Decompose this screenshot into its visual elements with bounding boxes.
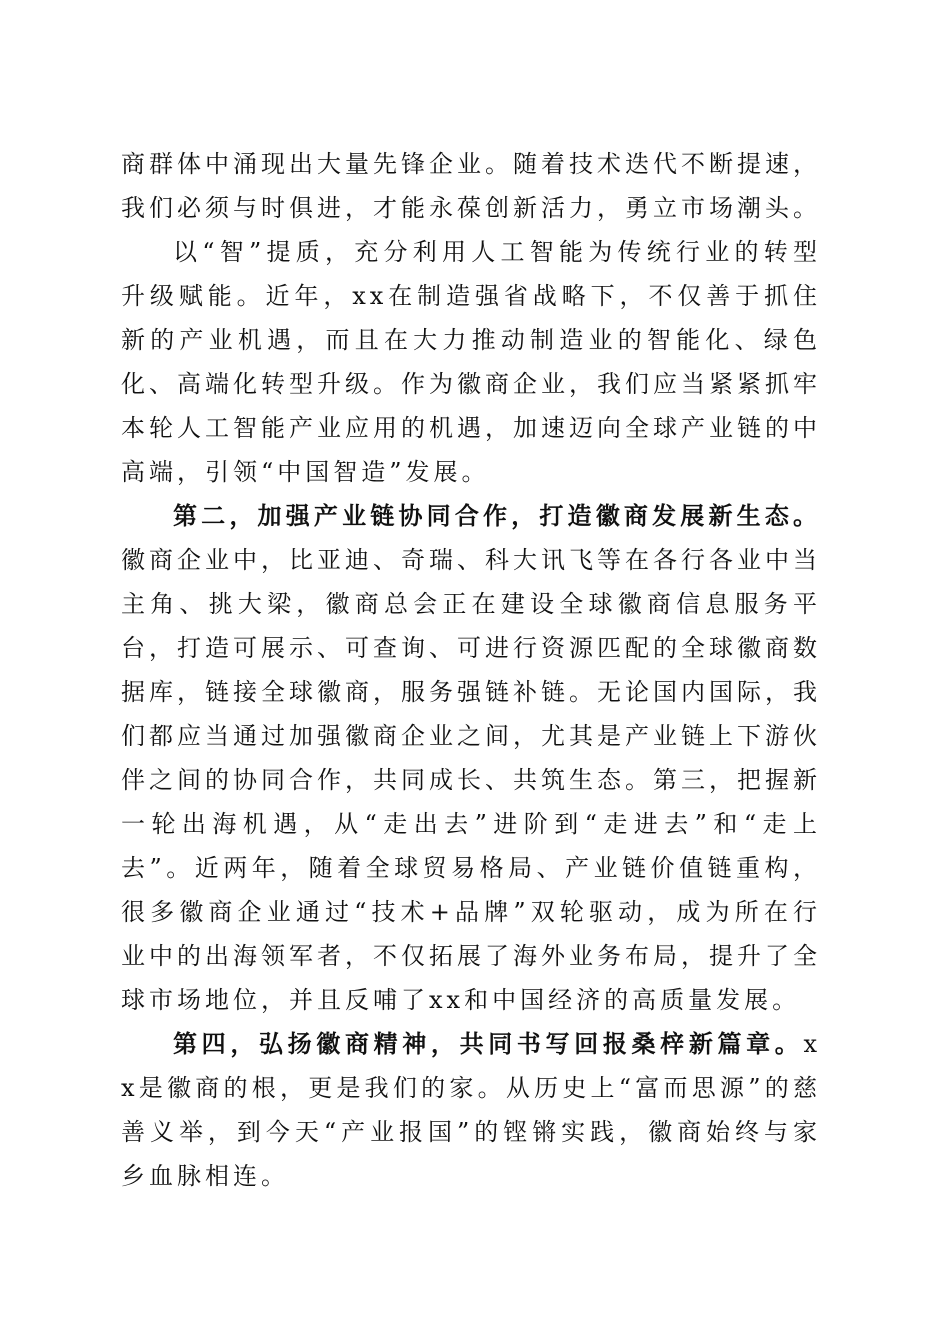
- paragraph-text: 商群体中涌现出大量先锋企业。随着技术迭代不断提速，我们必须与时俱进，才能永葆创新活力，勇立市场潮头。: [121, 150, 821, 222]
- paragraph-heading: 第二，加强产业链协同合作，打造徽商发展新生态。: [173, 501, 821, 530]
- document-body: [121, 142, 821, 1198]
- paragraph-text: 以“智”提质，充分利用人工智能为传统行业的转型升级赋能。近年，xx在制造强省战略下，不仅善于抓住新的产业机遇，而且在大力推动制造业的智能化、绿色化、高端化转型升级。作为徽商企业，我们应当紧紧抓牢本轮人工智能产业应用的机遇，加速迈向全球产业链的中高端，引领“中国智造”发展。: [121, 238, 821, 486]
- paragraph-text: 徽商企业中，比亚迪、奇瑞、科大讯飞等在各行各业中当主角、挑大梁，徽商总会正在建设全球徽商信息服务平台，打造可展示、可查询、可进行资源匹配的全球徽商数据库，链接全球徽商，服务强链补链。无论国内国际，我们都应当通过加强徽商企业之间，尤其是产业链上下游伙伴之间的协同合作，共同成长、共筑生态。第三，把握新一轮出海机遇，从“走出去”进阶到“走进去”和“走上去”。近两年，随着全球贸易格局、产业链价值链重构，很多徽商企业通过“技术+品牌”双轮驱动，成为所在行业中的出海领军者，不仅拓展了海外业务布局，提升了全球市场地位，并且反哺了xx和中国经济的高质量发展。: [121, 546, 821, 1014]
- paragraph-continuation: [121, 142, 821, 230]
- paragraph-industry-chain: [121, 494, 821, 1022]
- paragraph-heading: 第四，弘扬徽商精神，共同书写回报桑梓新篇章。: [173, 1029, 804, 1058]
- paragraph-hometown: [121, 1022, 821, 1198]
- paragraph-ai-upgrade: [121, 230, 821, 494]
- paragraph-text: xx是徽商的根，更是我们的家。从历史上“富而思源”的慈善义举，到今天“产业报国”的铿锵实践，徽商始终与家乡血脉相连。: [121, 1030, 821, 1190]
